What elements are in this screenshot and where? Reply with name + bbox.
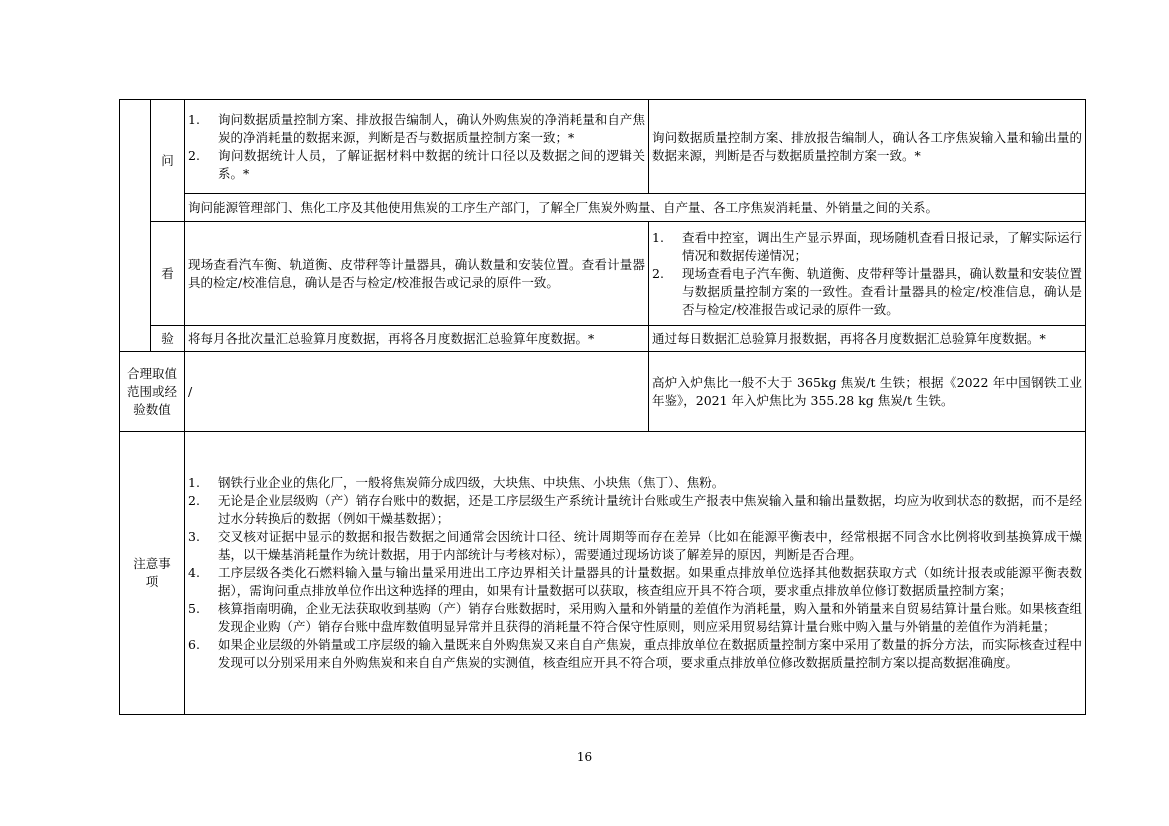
note-item: 4. 工序层级各类化石燃料输入量与输出量采用进出工序边界相关计量器具的计量数据。如果重点排放单位选择其他数据获取方式（如统计报表或能源平衡表数据），需询问重点排放单位作出这种选择的理由，如果有计量数据可以获取，核查组应开具不符合项，要求重点排放单位修订数据质量控制方案； (188, 565, 1082, 598)
ask-right-cell: 询问数据质量控制方案、排放报告编制人，确认各工序焦炭输入量和输出量的数据来源，判断是否与数据质量控制方案一致。* (649, 100, 1086, 194)
range-left-cell: / (185, 352, 649, 432)
notes-cell (185, 432, 1086, 715)
ask-label: 问 (151, 100, 185, 222)
verification-table (119, 99, 1086, 715)
ask-left-item: 1. 询问数据质量控制方案、排放报告编制人，确认外购焦炭的净消耗量和自产焦炭的净消耗量的数据来源，判断是否与数据质量控制方案一致；* (188, 111, 645, 145)
blank-left-cell (120, 100, 151, 352)
note-item: 3. 交叉核对证据中显示的数据和报告数据之间通常会因统计口径、统计周期等而存在差异（比如在能源平衡表中，经常根据不同含水比例将收到基换算成干燥基，以干燥基消耗量作为统计数据，用于内部统计与考核对标），需要通过现场访谈了解差异的原因，判断是否合理。 (188, 529, 1082, 562)
page-number: 16 (576, 750, 593, 764)
ask-left-cell (185, 100, 649, 194)
verify-left-cell: 将每月各批次量汇总验算月度数据，再将各月度数据汇总验算年度数据。* (185, 326, 649, 352)
note-item: 2. 无论是企业层级购（产）销存台账中的数据，还是工序层级生产系统计量统计台账或生产报表中焦炭输入量和输出量数据，均应为收到状态的数据，而不是经过水分转换后的数据（例如干燥基数据）； (188, 493, 1082, 526)
look-left-cell: 现场查看汽车衡、轨道衡、皮带秤等计量器具，确认数量和安装位置。查看计量器具的检定/校准信息，确认是否与检定/校准报告或记录的原件一致。 (185, 222, 649, 326)
look-label: 看 (151, 222, 185, 326)
range-right-cell: 高炉入炉焦比一般不大于 365kg 焦炭/t 生铁；根据《2022 年中国钢铁工业年鉴》，2021 年入炉焦比为 355.28 kg 焦炭/t 生铁。 (649, 352, 1086, 432)
look-right-cell (649, 222, 1086, 326)
look-right-item: 1. 查看中控室，调出生产显示界面，现场随机查看日报记录，了解实际运行情况和数据传递情况； (652, 229, 1083, 263)
look-right-item: 2. 现场查看电子汽车衡、轨道衡、皮带秤等计量器具，确认数量和安装位置与数据质量控制方案的一致性。查看计量器具的检定/校准信息，确认是否与检定/校准报告或记录的原件一致。 (652, 265, 1083, 317)
range-label: 合理取值范围或经验数值 (120, 352, 185, 432)
note-item: 5. 核算指南明确，企业无法获取收到基购（产）销存台账数据时，采用购入量和外销量的差值作为消耗量，购入量和外销量来自贸易结算计量台账。如果核查组发现企业购（产）销存台账中盘库数值明显异常并且获得的消耗量不符合保守性原则，则应采用贸易结算计量台账中购入量与外销量的差值作为消耗量； (188, 601, 1082, 634)
note-item: 6. 如果企业层级的外销量或工序层级的输入量既来自外购焦炭又来自自产焦炭，重点排放单位在数据质量控制方案中采用了数量的拆分方法，而实际核查过程中发现可以分别采用来自外购焦炭和来自自产焦炭的实测值，核查组应开具不符合项，要求重点排放单位修改数据质量控制方案以提高数据准确度。 (188, 637, 1082, 670)
verify-right-cell: 通过每日数据汇总验算月报数据，再将各月度数据汇总验算年度数据。* (649, 326, 1086, 352)
notes-label: 注意事项 (120, 432, 185, 715)
verify-label: 验 (151, 326, 185, 352)
ask-left-item: 2. 询问数据统计人员，了解证据材料中数据的统计口径以及数据之间的逻辑关系。* (188, 147, 645, 181)
note-item: 1. 钢铁行业企业的焦化厂，一般将焦炭筛分成四级，大块焦、中块焦、小块焦（焦丁）、焦粉。 (188, 475, 725, 490)
ask-merged-cell: 询问能源管理部门、焦化工序及其他使用焦炭的工序生产部门，了解全厂焦炭外购量、自产量、各工序焦炭消耗量、外销量之间的关系。 (185, 194, 1086, 222)
